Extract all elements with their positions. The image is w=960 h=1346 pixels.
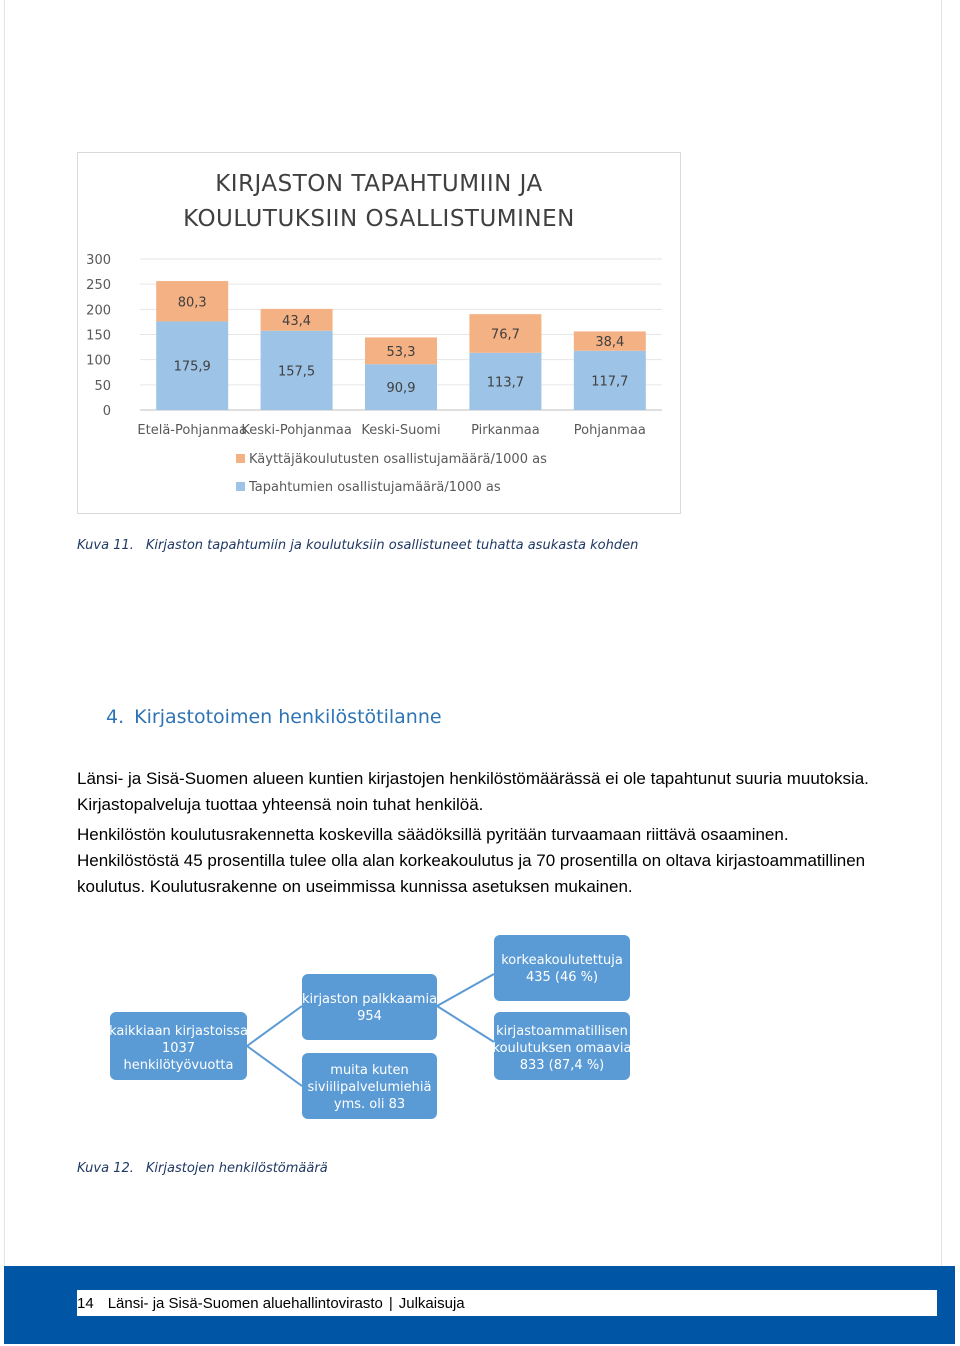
- box-total-staff-line-1: kaikkiaan kirjastoissa: [109, 1024, 248, 1039]
- data-label: 175,9: [173, 359, 211, 375]
- data-label: 117,7: [591, 374, 629, 390]
- figure-11-caption: [77, 538, 638, 553]
- y-tick-label: 100: [86, 353, 111, 369]
- box-other-staff-line-2: siviilipalvelumiehiä: [307, 1080, 432, 1095]
- legend-swatch: [236, 482, 245, 491]
- x-category-label: Keski-Suomi: [361, 423, 441, 438]
- legend-label: Tapahtumien osallistujamäärä/1000 as: [249, 480, 501, 495]
- box-library-education-line-2: koulutuksen omaavia: [492, 1041, 632, 1056]
- box-paid-staff: [302, 974, 437, 1040]
- data-label: 53,3: [386, 344, 416, 360]
- chart-title-line-2: KOULUTUKSIIN OSALLISTUMINEN: [183, 206, 575, 232]
- box-paid-staff-line-1: kirjaston palkkaamia: [301, 992, 438, 1007]
- stacked-bar-chart: [78, 153, 680, 513]
- box-paid-staff-line-2: 954: [357, 1009, 382, 1024]
- data-label: 80,3: [177, 295, 207, 311]
- connector-paid-higher-ed: [437, 974, 494, 1006]
- x-category-label: Pohjanmaa: [573, 423, 646, 438]
- y-tick-label: 300: [86, 253, 111, 268]
- chart-frame: [77, 152, 681, 514]
- legend-swatch: [236, 454, 245, 463]
- box-library-education-line-1: kirjastoammatillisen: [496, 1024, 628, 1039]
- connector-root-paid: [247, 1006, 302, 1046]
- footer-series: Julkaisuja: [398, 1294, 465, 1312]
- page-number: 14: [77, 1294, 94, 1312]
- footer: [77, 1290, 937, 1316]
- data-label: 76,7: [490, 327, 520, 343]
- y-tick-label: 200: [86, 303, 111, 319]
- figure-12-text: Kirjastojen henkilöstömäärä: [145, 1161, 328, 1176]
- box-higher-education: [494, 935, 630, 1001]
- paragraph-2: Henkilöstön koulutusrakennetta koskevilla säädöksillä pyritään turvaamaan riittävä osaaminen. Henkilöstöstä 45 prosentilla tulee olla alan korkeakoulutus ja 70 prosentilla on oltava kirjastoammatillinen koulutus. Koulutusrakenne on useimmissa kunnissa asetuksen mukainen.: [77, 825, 866, 896]
- section-title: Kirjastotoimen henkilöstötilanne: [134, 706, 442, 728]
- box-higher-education-line-1: korkeakoulutettuja: [501, 953, 623, 968]
- box-other-staff-line-3: yms. oli 83: [333, 1097, 406, 1112]
- section-number: 4.: [106, 706, 125, 728]
- footer-organization: Länsi- ja Sisä-Suomen aluehallintovirasto: [107, 1294, 383, 1312]
- staffing-diagram: [0, 930, 960, 1130]
- x-category-label: Pirkanmaa: [471, 423, 540, 438]
- figure-12-caption: [77, 1161, 328, 1176]
- y-tick-label: 250: [86, 278, 111, 294]
- connector-paid-library-ed: [437, 1006, 494, 1042]
- figure-11-text: Kirjaston tapahtumiin ja koulutuksiin osallistuneet tuhatta asukasta kohden: [145, 538, 639, 553]
- x-category-label: Keski-Pohjanmaa: [241, 423, 352, 438]
- data-label: 43,4: [282, 313, 312, 329]
- section-heading: [106, 706, 442, 728]
- box-total-staff-line-3: henkilötyövuotta: [123, 1058, 234, 1073]
- figure-12-number: Kuva 12.: [77, 1161, 134, 1176]
- legend-label: Käyttäjäkoulutusten osallistujamäärä/1000 as: [249, 452, 547, 467]
- x-category-label: Etelä-Pohjanmaa: [137, 423, 247, 438]
- data-label: 90,9: [386, 381, 416, 397]
- y-tick-label: 50: [94, 378, 111, 394]
- figure-11-number: Kuva 11.: [77, 538, 134, 553]
- y-tick-label: 0: [102, 404, 111, 419]
- paragraph-1: Länsi- ja Sisä-Suomen alueen kuntien kirjastojen henkilöstömäärässä ei ole tapahtunut suuria muutoksia. Kirjastopalveluja tuottaa yhteensä noin tuhat henkilöä.: [77, 769, 869, 814]
- data-label: 157,5: [277, 364, 316, 380]
- box-higher-education-line-2: 435 (46 %): [525, 970, 599, 985]
- chart-title-line-1: KIRJASTON TAPAHTUMIIN JA: [215, 171, 543, 197]
- box-total-staff-line-2: 1037: [161, 1041, 196, 1056]
- y-tick-label: 150: [86, 328, 111, 344]
- footer-separator: |: [388, 1294, 393, 1312]
- connector-root-other: [247, 1046, 302, 1086]
- box-other-staff-line-1: muita kuten: [330, 1063, 409, 1078]
- data-label: 113,7: [486, 375, 525, 391]
- data-label: 38,4: [595, 335, 625, 351]
- box-library-education-line-3: 833 (87,4 %): [519, 1058, 605, 1073]
